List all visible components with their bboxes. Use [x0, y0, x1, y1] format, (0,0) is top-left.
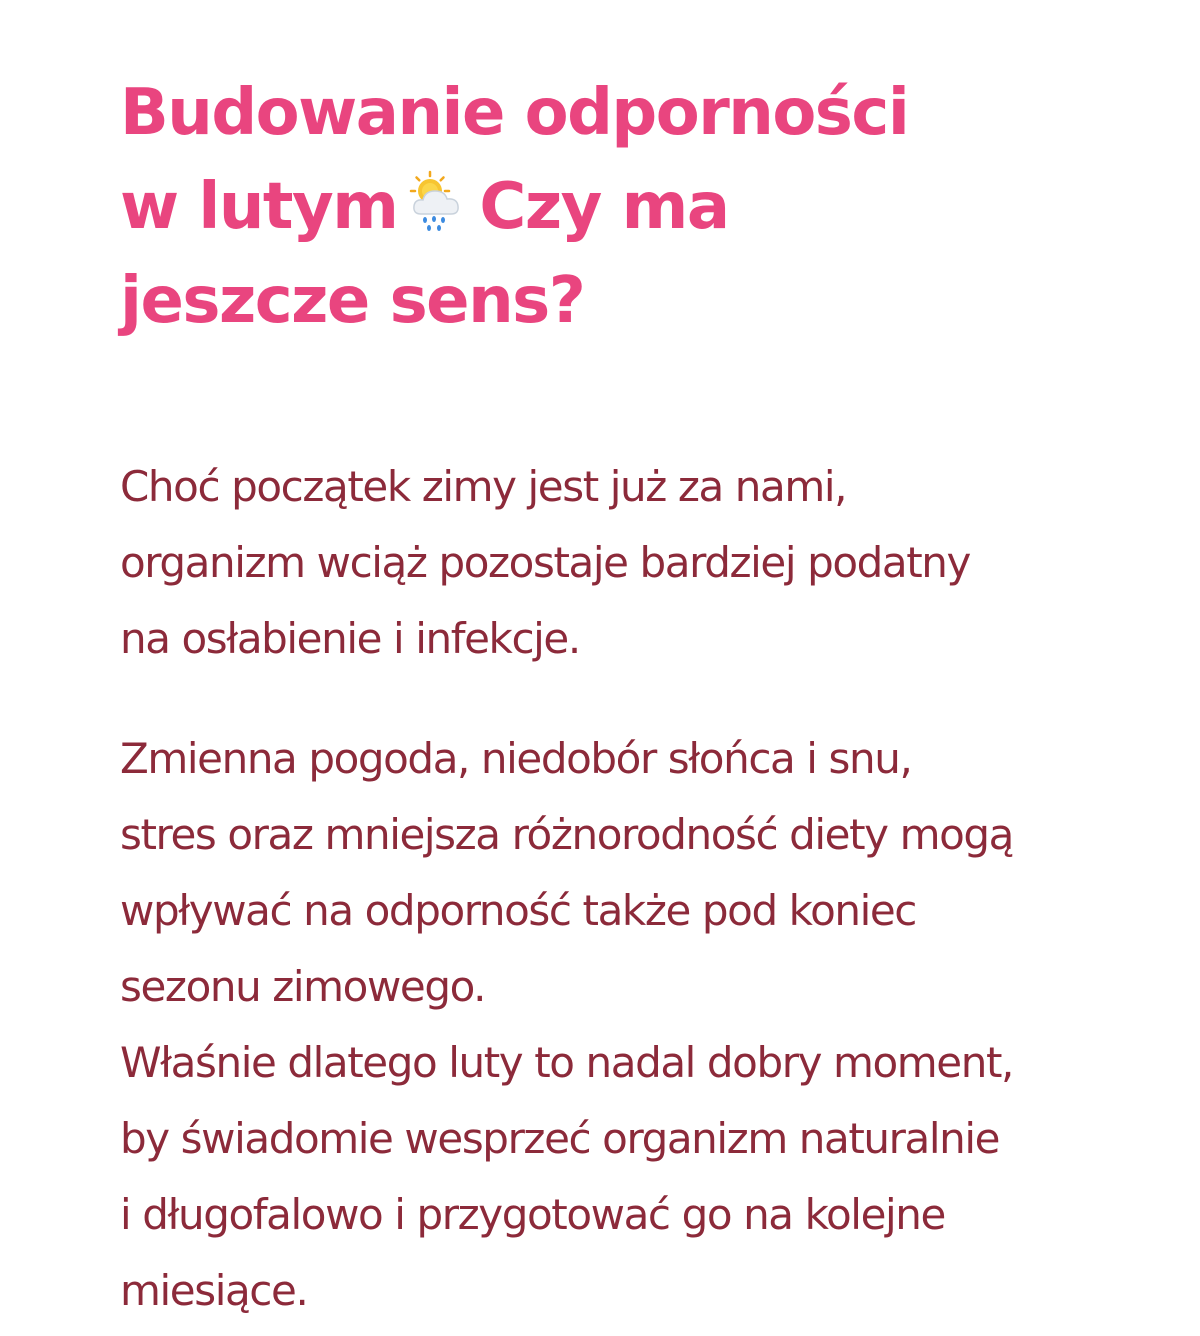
paragraph-line: by świadomie wesprzeć organizm naturalnie	[120, 1114, 1000, 1163]
paragraph-line: stres oraz mniejsza różnorodność diety mogą	[120, 810, 1013, 859]
paragraph-line: Choć początek zimy jest już za nami,	[120, 462, 847, 511]
paragraph-line: Zmienna pogoda, niedobór słońca i snu,	[120, 734, 912, 783]
paragraph-intro	[120, 449, 1130, 677]
article-content	[120, 66, 1130, 1329]
paragraph-line: wpływać na odporność także pod koniec	[120, 886, 916, 935]
paragraph-line: i długofalowo i przygotować go na kolejne	[120, 1190, 945, 1239]
headline-line-2-end: Czy ma	[479, 170, 729, 244]
paragraph-body	[120, 721, 1130, 1329]
headline-line-2-start: w lutym	[120, 170, 398, 244]
sun-behind-rain-cloud-icon	[403, 168, 469, 234]
paragraph-line: organizm wciąż pozostaje bardziej podatny	[120, 538, 970, 587]
headline-line-3: jeszcze sens?	[120, 264, 585, 338]
paragraph-line: Właśnie dlatego luty to nadal dobry moment,	[120, 1038, 1013, 1087]
paragraph-line: miesiące.	[120, 1266, 308, 1315]
headline-line-1: Budowanie odporności	[120, 76, 909, 150]
headline-line-2	[120, 160, 1130, 254]
article-headline	[120, 66, 1130, 348]
paragraph-line: na osłabienie i infekcje.	[120, 614, 580, 663]
paragraph-line: sezonu zimowego.	[120, 962, 486, 1011]
